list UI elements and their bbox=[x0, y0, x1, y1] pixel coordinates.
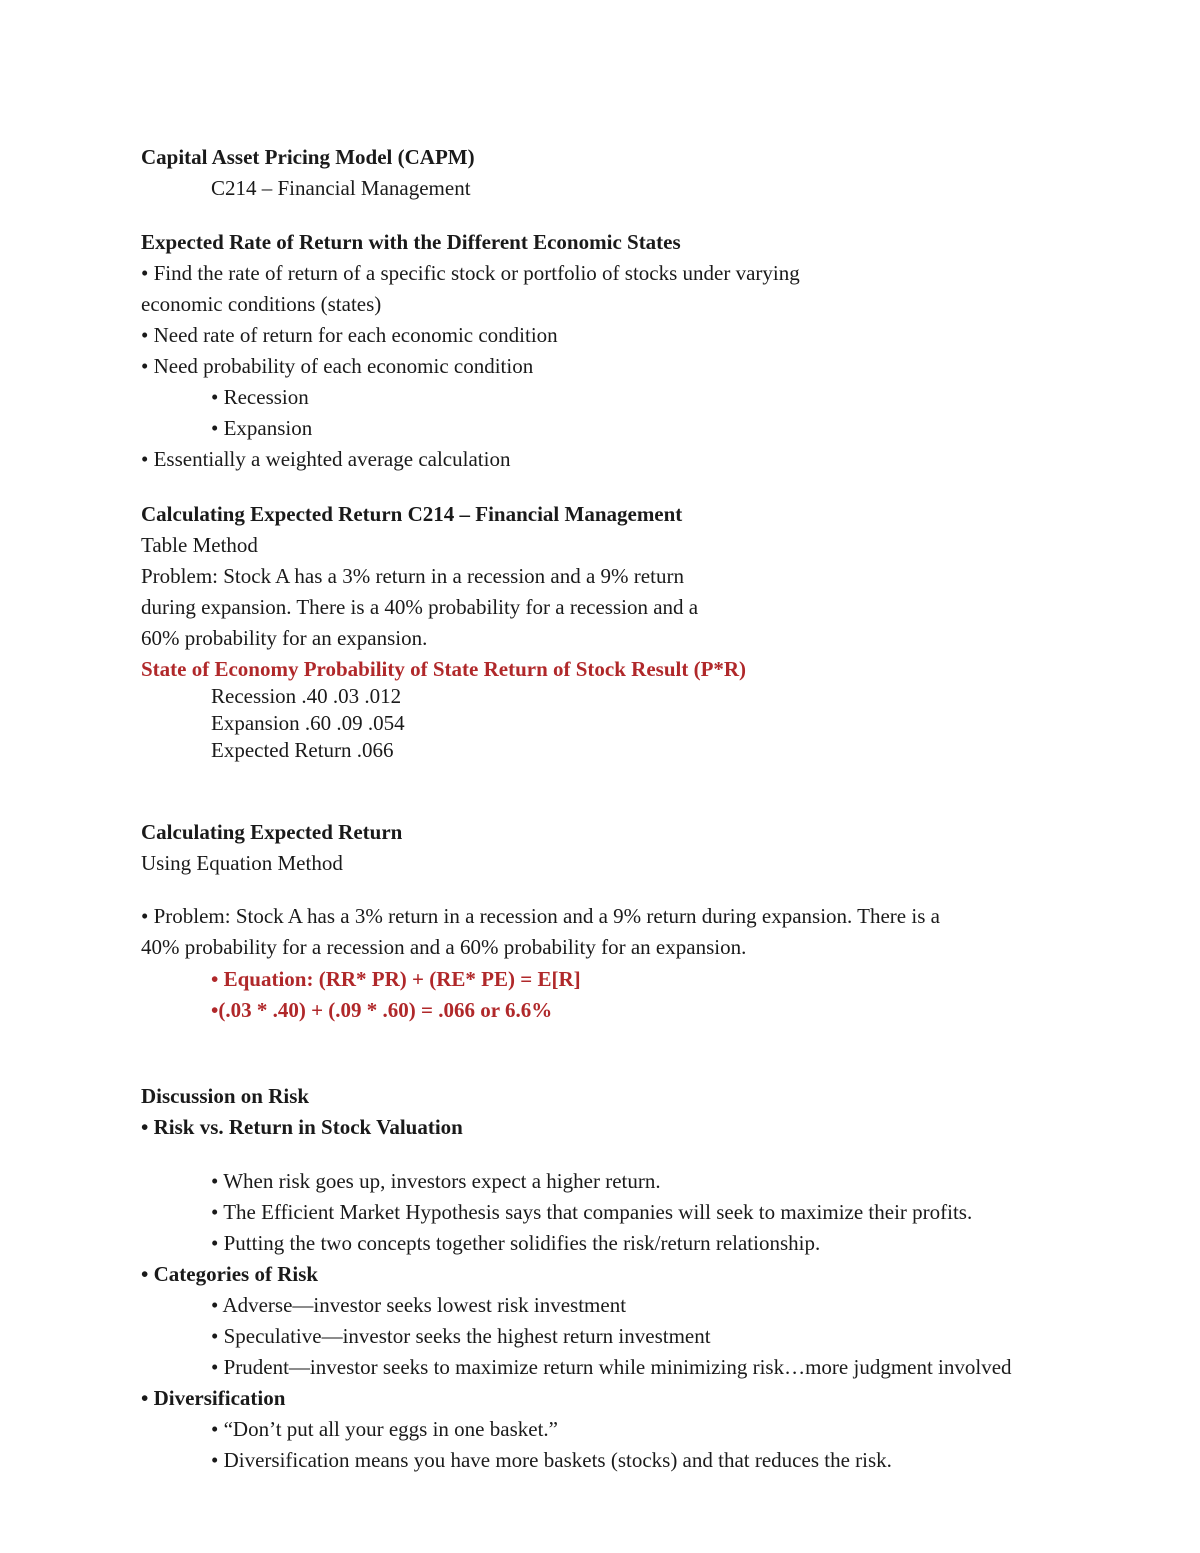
risk-return-item2: • The Efficient Market Hypothesis says that companies will seek to maximize their profits. bbox=[211, 1200, 973, 1224]
section1-bullet1-line1: • Find the rate of return of a specific stock or portfolio of stocks under varying bbox=[141, 261, 800, 285]
diversification-item1: • “Don’t put all your eggs in one basket.” bbox=[211, 1417, 558, 1441]
section3-method: Using Equation Method bbox=[141, 851, 343, 875]
section2-problem-line3: 60% probability for an expansion. bbox=[141, 626, 428, 650]
calculation-line: •(.03 * .40) + (.09 * .60) = .066 or 6.6% bbox=[211, 998, 553, 1022]
category-prudent: • Prudent—investor seeks to maximize return while minimizing risk…more judgment involved bbox=[211, 1355, 1012, 1379]
section1-sub-recession: • Recession bbox=[211, 385, 309, 409]
section1-heading: Expected Rate of Return with the Different Economic States bbox=[141, 230, 681, 254]
section2-method: Table Method bbox=[141, 533, 258, 557]
section2-heading: Calculating Expected Return C214 – Financial Management bbox=[141, 502, 683, 526]
equation-line: • Equation: (RR* PR) + (RE* PE) = E[R] bbox=[211, 967, 581, 991]
risk-return-item1: • When risk goes up, investors expect a higher return. bbox=[211, 1169, 661, 1193]
section2-problem-line2: during expansion. There is a 40% probability for a recession and a bbox=[141, 595, 699, 619]
section1-bullet2: • Need rate of return for each economic condition bbox=[141, 323, 558, 347]
risk-vs-return-heading: • Risk vs. Return in Stock Valuation bbox=[141, 1115, 463, 1139]
section1-bullet1-line2: economic conditions (states) bbox=[141, 292, 382, 316]
section3-heading: Calculating Expected Return bbox=[141, 820, 403, 844]
section2-problem-line1: Problem: Stock A has a 3% return in a recession and a 9% return bbox=[141, 564, 684, 588]
doc-title: Capital Asset Pricing Model (CAPM) bbox=[141, 145, 475, 169]
diversification-item2: • Diversification means you have more baskets (stocks) and that reduces the risk. bbox=[211, 1448, 892, 1472]
table-row-expansion: Expansion .60 .09 .054 bbox=[211, 711, 405, 735]
table-row-recession: Recession .40 .03 .012 bbox=[211, 684, 402, 708]
section4-heading: Discussion on Risk bbox=[141, 1084, 310, 1108]
section3-problem-line2: 40% probability for a recession and a 60% probability for an expansion. bbox=[141, 935, 747, 959]
section1-bullet3: • Need probability of each economic condition bbox=[141, 354, 534, 378]
section1-bullet4: • Essentially a weighted average calculation bbox=[141, 447, 511, 471]
section3-problem-line1: • Problem: Stock A has a 3% return in a recession and a 9% return during expansion. There is a bbox=[141, 904, 940, 928]
table-row-expected-return: Expected Return .066 bbox=[211, 738, 394, 762]
category-speculative: • Speculative—investor seeks the highest return investment bbox=[211, 1324, 711, 1348]
risk-return-item3: • Putting the two concepts together solidifies the risk/return relationship. bbox=[211, 1231, 821, 1255]
categories-of-risk-heading: • Categories of Risk bbox=[141, 1262, 319, 1286]
table-header: State of Economy Probability of State Return of Stock Result (P*R) bbox=[141, 657, 747, 681]
diversification-heading: • Diversification bbox=[141, 1386, 286, 1410]
category-adverse: • Adverse—investor seeks lowest risk investment bbox=[211, 1293, 627, 1317]
doc-subtitle: C214 – Financial Management bbox=[211, 176, 471, 200]
section1-sub-expansion: • Expansion bbox=[211, 416, 313, 440]
